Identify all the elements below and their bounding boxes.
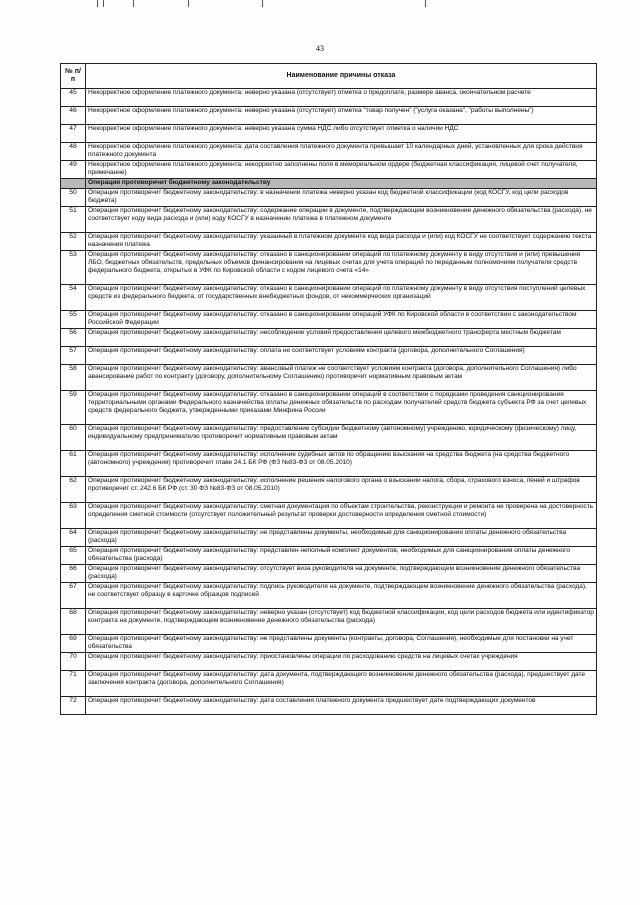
table-row [61, 329, 597, 347]
reason-text: Операция противоречит бюджетному законодательству: в назначении платежа неверно указан код бюджетной классификации (код КОСГУ, код цели расходов бюджета) [86, 189, 597, 207]
row-number: 59 [61, 391, 86, 425]
reason-text: Операция противоречит бюджетному законодательству: указанный в платежном документе код вида расхода и (или) код КОСГУ не соответствует содержанию текста назначения платежа [86, 233, 597, 251]
row-number: 67 [61, 583, 86, 609]
table-row [61, 653, 597, 671]
row-number: 47 [61, 125, 86, 143]
section-title: Операция противоречит бюджетному законодательству [86, 179, 597, 189]
reason-text: Операция противоречит бюджетному законодательству: отказано в санкционировании операций УФК по Кировской области в соответствии с законодательством Российской Федерации [86, 311, 597, 329]
row-number: 51 [61, 207, 86, 233]
table-row [61, 609, 597, 635]
row-number: 66 [61, 565, 86, 583]
row-number: 57 [61, 347, 86, 365]
reason-text: Операция противоречит бюджетному законодательству: отказано в санкционировании операций по платежному документу в виду отсутствия поступлений целевых средств из федерального бюджета, от государственных внебюджетных фондов, от некоммерческих организаций [86, 285, 597, 311]
reason-text: Операция противоречит бюджетному законодательству: несоблюдение условий предоставления целевого межбюджетного трансферта местным бюджетам [86, 329, 597, 347]
reason-text: Операция противоречит бюджетному законодательству: не представлены документы, необходимые для санкционирования оплаты денежного обязательства (расхода) [86, 529, 597, 547]
reason-text: Операция противоречит бюджетному законодательству: отказано в санкционировании операций в соответствии с порядками проведения санкционирования территориальными органами Федерального казначейства оплаты денежных обязательств по расходам получателей средств бюджета субъекта РФ за счет целевых средств федерального бюджета, утвержденными приказами Минфина России [86, 391, 597, 425]
row-number: 45 [61, 89, 86, 107]
reason-text: Некорректное оформление платежного документа: неверно указана (отсутствует) отметка о предоплате, размере аванса, окончательном расчете [86, 89, 597, 107]
reason-text: Некорректное оформление платежного документа: неверно указана сумма НДС либо отсутствует отметка о наличии НДС [86, 125, 597, 143]
row-number: 53 [61, 251, 86, 285]
row-number: 50 [61, 189, 86, 207]
table-row [61, 311, 597, 329]
table-row [61, 425, 597, 451]
column-header-number: № п/п [61, 64, 86, 89]
table-row [61, 503, 597, 529]
table-row [61, 251, 597, 285]
table-row [61, 671, 597, 697]
table-body [61, 89, 597, 715]
row-number: 62 [61, 477, 86, 503]
row-number: 68 [61, 609, 86, 635]
table-row [61, 285, 597, 311]
page-number: 43 [316, 44, 324, 53]
row-number: 49 [61, 161, 86, 179]
reason-text: Операция противоречит бюджетному законодательству: содержание операции в документе, подтверждающем возникновение денежного обязательства (расхода), не соответствует коду вида расхода и (или) коду КОСГУ в назначении платежа в платежном документе [86, 207, 597, 233]
reason-text: Операция противоречит бюджетному законодательству: приостановлены операции по расходованию средств на лицевых счетах учреждения [86, 653, 597, 671]
table-row [61, 207, 597, 233]
row-number: 54 [61, 285, 86, 311]
table-row [61, 451, 597, 477]
reason-text: Операция противоречит бюджетному законодательству: отказано в санкционировании операций по платежному документу в виду отсутствия и (или) превышения ЛБО, бюджетных обязательств, предельных объемов финансирования на лицевых счетах для учета операций по переданным полномочиям получателя средств федерального бюджета, открытых в УФК по Кировской области с кодом лицевого счета «14» [86, 251, 597, 285]
reason-text: Операция противоречит бюджетному законодательству: авансовый платеж не соответствует условиям контракта (договора, дополнительного Соглашения) либо авансирование работ по контракту (договору, дополнительному Соглашению) противоречит нормативным правовым актам [86, 365, 597, 391]
table-row [61, 143, 597, 161]
reason-text: Некорректное оформление платежного документа: дата составления платежного документа превышает 10 календарных дней, установленных для срока действия платежного документа [86, 143, 597, 161]
reason-text: Операция противоречит бюджетному законодательству: отсутствует виза руководителя на документе, подтверждающем возникновение денежного обязательства (расхода) [86, 565, 597, 583]
row-number: 56 [61, 329, 86, 347]
table-row [61, 89, 597, 107]
table-row [61, 583, 597, 609]
row-number: 65 [61, 547, 86, 565]
reason-text: Операция противоречит бюджетному законодательству: неверно указан (отсутствует) код бюджетной классификации, код цели расходов бюджета или идентификатор контракта на документе, подтверждающем возникновение денежного обязательства (расхода) [86, 609, 597, 635]
table-row [61, 107, 597, 125]
reason-text: Операция противоречит бюджетному законодательству: представлен неполный комплект документов, необходимых для санкционирования оплаты денежного обязательства (расхода) [86, 547, 597, 565]
row-number [61, 179, 86, 189]
row-number: 69 [61, 635, 86, 653]
table-row [61, 189, 597, 207]
reason-text: Операция противоречит бюджетному законодательству: оплата не соответствует условиям контракта (договора, дополнительного Соглашения) [86, 347, 597, 365]
reason-text: Операция противоречит бюджетному законодательству: не представлены документы (контракты, договора, Соглашения), необходимые для постановки на учет обязательства [86, 635, 597, 653]
table-row [61, 697, 597, 715]
row-number: 60 [61, 425, 86, 451]
row-number: 61 [61, 451, 86, 477]
column-header-reason: Наименование причины отказа [86, 64, 597, 89]
row-number: 64 [61, 529, 86, 547]
row-number: 72 [61, 697, 86, 715]
table-row [61, 233, 597, 251]
table-row [61, 161, 597, 179]
table-row [61, 547, 597, 565]
refusal-reasons-table [60, 63, 597, 715]
section-row [61, 179, 597, 189]
row-number: 70 [61, 653, 86, 671]
table-row [61, 125, 597, 143]
reason-text: Операция противоречит бюджетному законодательству: исполнение решения налогового органа о взыскании налога, сбора, страхового взноса, пеней и штрафов противоречит ст. 242.6 БК РФ (ст. 30 ФЗ №83-ФЗ от 08.05.2010) [86, 477, 597, 503]
scan-edge-marks [0, 0, 640, 8]
table-header-row [61, 64, 597, 89]
row-number: 52 [61, 233, 86, 251]
row-number: 55 [61, 311, 86, 329]
reason-text: Операция противоречит бюджетному законодательству: подпись руководителя на документе, подтверждающем возникновение денежного обязательства (расхода), не соответствует образцу в карточке образцов подписей [86, 583, 597, 609]
table-row [61, 365, 597, 391]
table-row [61, 477, 597, 503]
reason-text: Операция противоречит бюджетному законодательству: дата документа, подтверждающего возникновение денежного обязательства (расхода), предшествует дате заключения контракта (договора, дополнительного Соглашения) [86, 671, 597, 697]
row-number: 48 [61, 143, 86, 161]
row-number: 71 [61, 671, 86, 697]
table-row [61, 391, 597, 425]
reason-text: Операция противоречит бюджетному законодательству: предоставление субсидии бюджетному (автономному) учреждению, юридическому (физическому) лицу, индивидуальному предпринимателю противоречит нормативным правовым актам [86, 425, 597, 451]
reason-text: Некорректное оформление платежного документа: некорректно заполнены поля в мемориальном ордере (бюджетная классификация, лицевой счет получателя, примечание) [86, 161, 597, 179]
reason-text: Операция противоречит бюджетному законодательству: сметная документация по объектам строительства, реконструкции и ремонта не проверена на достоверность определения сметной стоимости (отсутствует положительный результат проверки достоверности определения сметной стоимости) [86, 503, 597, 529]
reason-text: Операция противоречит бюджетному законодательству: исполнение судебных актов по обращению взыскания на средства бюджета (на средства бюджетного (автономного) учреждения) противоречит главе 24.1 БК РФ (ФЗ №83-ФЗ от 08.05.2010) [86, 451, 597, 477]
reason-text: Некорректное оформление платежного документа: неверно указана (отсутствует) отметка "товар получен" ("услуга оказана", "работы выполнены") [86, 107, 597, 125]
reason-text: Операция противоречит бюджетному законодательству: дата составления платежного документа предшествует дате подтверждающих документов [86, 697, 597, 715]
row-number: 58 [61, 365, 86, 391]
row-number: 46 [61, 107, 86, 125]
table-row [61, 347, 597, 365]
table-row [61, 529, 597, 547]
table-row [61, 635, 597, 653]
row-number: 63 [61, 503, 86, 529]
table-row [61, 565, 597, 583]
